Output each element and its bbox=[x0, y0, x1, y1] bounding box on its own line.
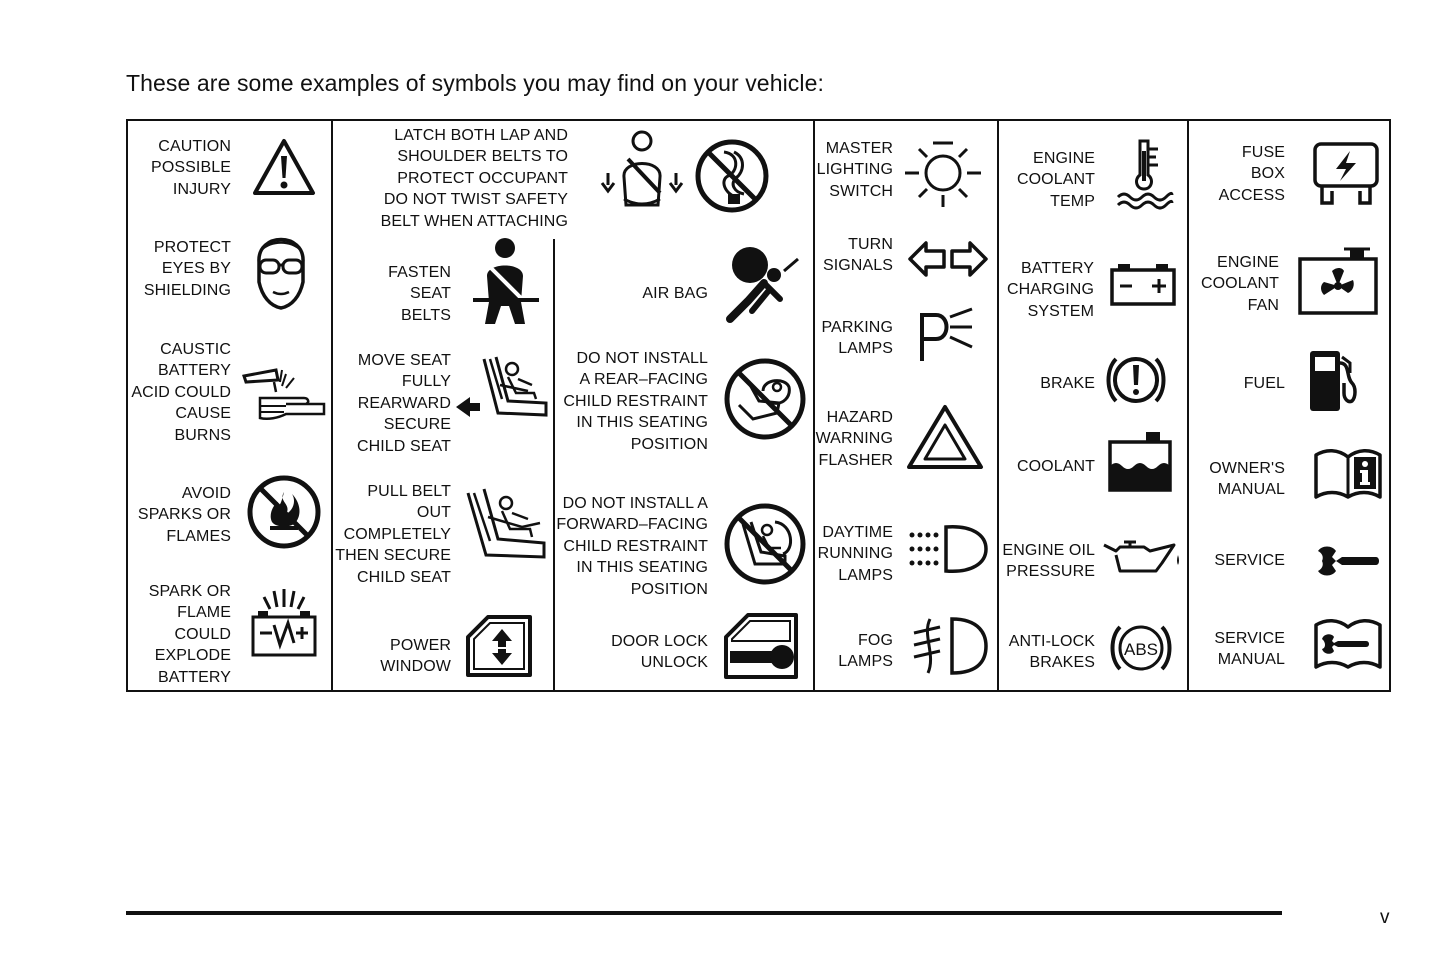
caution-warning-icon bbox=[252, 138, 316, 196]
no-twisted-belt-icon bbox=[694, 138, 770, 214]
label-protect-eyes: PROTECT EYES BY SHIELDING bbox=[143, 239, 231, 299]
label-caustic: CAUSTIC BATTERY ACID COULD CAUSE BURNS bbox=[131, 341, 231, 444]
door-lock-icon bbox=[722, 611, 802, 681]
page-number: v bbox=[1380, 907, 1390, 928]
coolant-level-icon bbox=[1106, 430, 1174, 494]
master-lighting-icon bbox=[903, 137, 983, 209]
no-flames-icon bbox=[246, 474, 322, 550]
label-no-rear-facing: DO NOT INSTALL A REAR–FACING CHILD RESTRAINT IN THIS SEATING POSITION bbox=[563, 350, 708, 453]
label-brake: BRAKE bbox=[1040, 375, 1095, 392]
column-divider bbox=[1187, 121, 1189, 690]
owners-manual-icon bbox=[1312, 447, 1384, 501]
symbols-table bbox=[126, 119, 1391, 692]
label-fuel: FUEL bbox=[1243, 375, 1285, 392]
parking-lamps-icon bbox=[918, 307, 976, 365]
label-pull-belt: PULL BELT OUT COMPLETELY THEN SECURE CHILD SEAT bbox=[335, 483, 451, 586]
label-engine-oil: ENGINE OIL PRESSURE bbox=[1002, 542, 1095, 581]
label-service: SERVICE bbox=[1214, 552, 1285, 569]
label-coolant: COOLANT bbox=[1016, 458, 1095, 475]
label-fog-lamps: FOG LAMPS bbox=[838, 632, 893, 671]
battery-explosion-icon bbox=[250, 587, 318, 659]
pull-belt-child-seat-icon bbox=[466, 487, 548, 571]
daytime-running-lamps-icon bbox=[906, 523, 990, 575]
label-caution: CAUTION POSSIBLE INJURY bbox=[151, 138, 231, 198]
label-air-bag: AIR BAG bbox=[642, 285, 708, 302]
abs-warning-icon bbox=[1110, 619, 1172, 677]
label-no-forward-facing: DO NOT INSTALL A FORWARD–FACING CHILD RESTRAINT IN THIS SEATING POSITION bbox=[556, 495, 708, 598]
label-master-lighting: MASTER LIGHTING SWITCH bbox=[816, 140, 893, 200]
label-daytime-running: DAYTIME RUNNING LAMPS bbox=[817, 524, 893, 584]
label-hazard: HAZARD WARNING FLASHER bbox=[815, 409, 893, 469]
label-anti-lock: ANTI-LOCK BRAKES bbox=[1008, 633, 1095, 672]
service-manual-icon bbox=[1312, 617, 1384, 671]
acid-burn-icon bbox=[242, 368, 326, 422]
abs-label: ABS bbox=[1123, 640, 1159, 659]
battery-charging-icon bbox=[1110, 262, 1176, 306]
label-engine-coolant-temp: ENGINE COOLANT TEMP bbox=[1016, 150, 1095, 210]
seat-belt-occupant-icon bbox=[598, 129, 686, 219]
column-divider bbox=[997, 121, 999, 690]
fuse-box-icon bbox=[1312, 141, 1380, 207]
air-bag-icon bbox=[724, 243, 800, 321]
brake-warning-icon bbox=[1104, 351, 1168, 409]
label-service-manual: SERVICE MANUAL bbox=[1214, 630, 1285, 669]
fasten-seat-belt-icon bbox=[467, 236, 543, 328]
fog-lamps-icon bbox=[910, 615, 988, 677]
power-window-icon bbox=[464, 613, 534, 679]
wrench-service-icon bbox=[1314, 545, 1380, 577]
label-door-lock: DOOR LOCK UNLOCK bbox=[611, 633, 708, 672]
label-latch-belts: LATCH BOTH LAP AND SHOULDER BELTS TO PROTECT OCCUPANT DO NOT TWIST SAFETY BELT WHEN ATTACHING bbox=[380, 127, 568, 230]
eye-protection-icon bbox=[252, 222, 310, 310]
label-spark-flame: SPARK OR FLAME COULD EXPLODE BATTERY bbox=[148, 583, 231, 686]
column-divider bbox=[813, 121, 815, 690]
oil-pressure-icon bbox=[1102, 541, 1182, 575]
column-divider bbox=[553, 239, 555, 690]
column-divider bbox=[331, 121, 333, 690]
label-avoid-sparks: AVOID SPARKS OR FLAMES bbox=[137, 485, 231, 545]
label-turn-signals: TURN SIGNALS bbox=[822, 236, 893, 275]
label-battery-charging: BATTERY CHARGING SYSTEM bbox=[1006, 260, 1094, 320]
label-fuse-box: FUSE BOX ACCESS bbox=[1218, 144, 1285, 204]
label-owners-manual: OWNER'S MANUAL bbox=[1209, 460, 1285, 499]
footer-rule bbox=[126, 911, 1282, 915]
turn-signals-icon bbox=[908, 239, 988, 279]
coolant-fan-icon bbox=[1298, 245, 1378, 315]
hazard-warning-icon bbox=[906, 403, 984, 471]
no-rear-facing-child-seat-icon bbox=[723, 357, 807, 441]
label-engine-coolant-fan: ENGINE COOLANT FAN bbox=[1200, 254, 1279, 314]
label-parking-lamps: PARKING LAMPS bbox=[821, 319, 893, 358]
move-seat-rearward-icon bbox=[454, 355, 550, 425]
coolant-temperature-icon bbox=[1116, 137, 1174, 209]
no-forward-facing-child-seat-icon bbox=[723, 502, 807, 586]
fuel-pump-icon bbox=[1308, 349, 1360, 413]
label-move-seat: MOVE SEAT FULLY REARWARD SECURE CHILD SEAT bbox=[356, 352, 451, 455]
label-fasten-seat: FASTEN SEAT BELTS bbox=[388, 264, 451, 324]
intro-text: These are some examples of symbols you may find on your vehicle: bbox=[126, 70, 824, 96]
label-power-window: POWER WINDOW bbox=[380, 637, 451, 676]
